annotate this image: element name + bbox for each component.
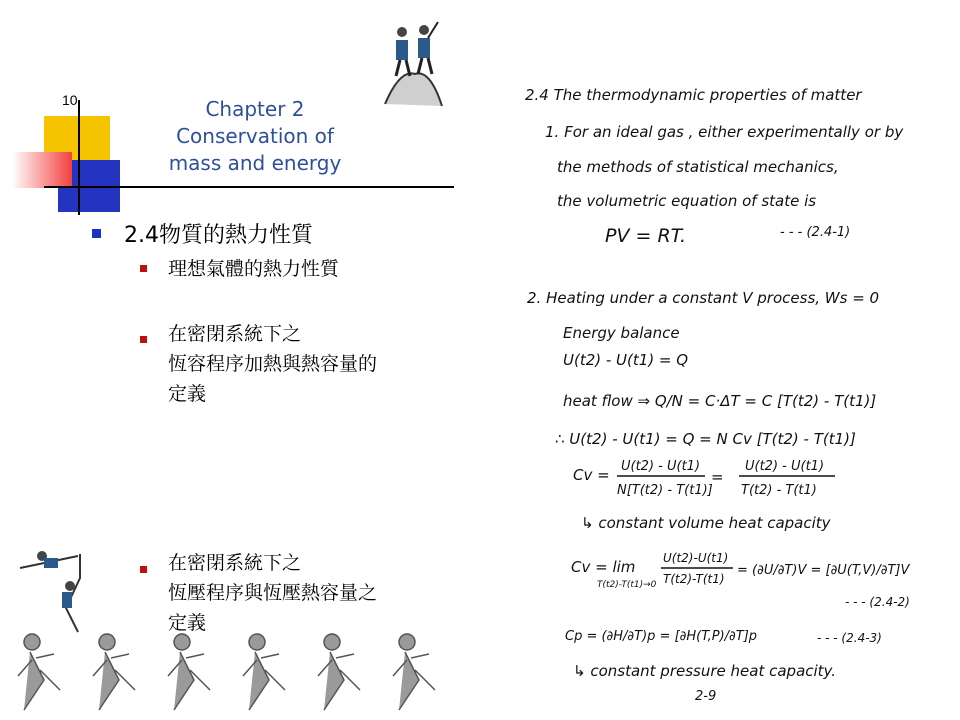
sub-bullet-text-2 (168, 319, 377, 409)
notes-line-9: heat flow ⇒ Q/N = C·ΔT = C [T(t2) - T(t1)] (563, 392, 877, 410)
slide-title (160, 96, 350, 177)
notes-line-8: U(t2) - U(t1) = Q (563, 351, 689, 369)
sub2-line-3: 定義 (168, 383, 207, 405)
main-bullet-text: 2.4物質的熱力性質 (124, 223, 313, 248)
climbers-illustration (380, 14, 450, 108)
notes-line-4: the volumetric equation of state is (557, 192, 817, 210)
deco-horizontal-line (44, 186, 454, 188)
sub3-line-2: 恆壓程序與恆壓熱容量之 (168, 582, 378, 604)
eq-tag-2-4-1: - - - (2.4-1) (780, 225, 851, 240)
cv-frac1-den: N[T(t2) - T(t1)] (617, 483, 713, 498)
sub-bullet-marker-3 (140, 566, 147, 573)
notes-page-number: 2-9 (695, 689, 717, 704)
cv-partial: = (∂U/∂T)V = [∂U(T,V)/∂T]V (737, 563, 910, 578)
deco-vertical-line (78, 100, 80, 215)
page-number: 10 (62, 92, 78, 108)
cv-frac2-num: U(t2) - U(t1) (745, 459, 825, 474)
notes-line-3: the methods of statistical mechanics, (557, 158, 839, 176)
cv-lim-sub: T(t2)-T(t1)→0 (597, 580, 657, 590)
notes-line-2: 1. For an ideal gas , either experimentally or by (545, 123, 904, 141)
deco-red-block (12, 152, 72, 188)
main-bullet-marker (92, 229, 101, 238)
handwritten-notes (505, 0, 960, 720)
running-figures-strip (0, 630, 470, 720)
cv-equals: = (711, 468, 724, 486)
sub-bullet-marker-1 (140, 265, 147, 272)
notes-line-7: Energy balance (563, 324, 680, 342)
notes-line-10: ∴ U(t2) - U(t1) = Q = N Cv [T(t2) - T(t1)] (555, 430, 856, 448)
cv-label: Cv = (573, 466, 610, 484)
rope-climber-illustration (18, 548, 90, 634)
cv-frac1-num: U(t2) - U(t1) (621, 459, 701, 474)
cv-lim-label: Cv = lim (571, 558, 636, 576)
notes-line-5: PV = RT. (605, 225, 687, 247)
title-line-1: Chapter 2 (205, 97, 305, 121)
sub3-line-3: 定義 (168, 612, 207, 634)
cp-definition: Cp = (∂H/∂T)p = [∂H(T,P)/∂T]p (565, 629, 758, 644)
title-line-3: mass and energy (168, 151, 342, 175)
sub2-line-1: 在密閉系統下之 (168, 323, 302, 345)
cv-lim-num: U(t2)-U(t1) (663, 551, 729, 565)
cv-frac2-den: T(t2) - T(t1) (741, 483, 817, 498)
sub-bullet-marker-2 (140, 336, 147, 343)
notes-line-12: ↳ constant volume heat capacity (581, 514, 831, 532)
title-line-2: Conservation of (176, 124, 334, 148)
sub-bullet-text-3 (168, 548, 377, 638)
sub2-line-2: 恆容程序加熱與熱容量的 (168, 353, 378, 375)
eq-tag-2-4-2: - - - (2.4-2) (845, 595, 910, 609)
sub3-line-1: 在密閉系統下之 (168, 552, 302, 574)
notes-line-6: 2. Heating under a constant V process, Ws = 0 (527, 289, 880, 307)
sub-bullet-text-1: 理想氣體的熱力性質 (168, 258, 340, 280)
notes-line-1: 2.4 The thermodynamic properties of matter (525, 86, 862, 104)
cv-lim-den: T(t2)-T(t1) (663, 572, 725, 586)
eq-tag-2-4-3: - - - (2.4-3) (817, 631, 882, 645)
notes-line-15: ↳ constant pressure heat capacity. (573, 662, 837, 680)
